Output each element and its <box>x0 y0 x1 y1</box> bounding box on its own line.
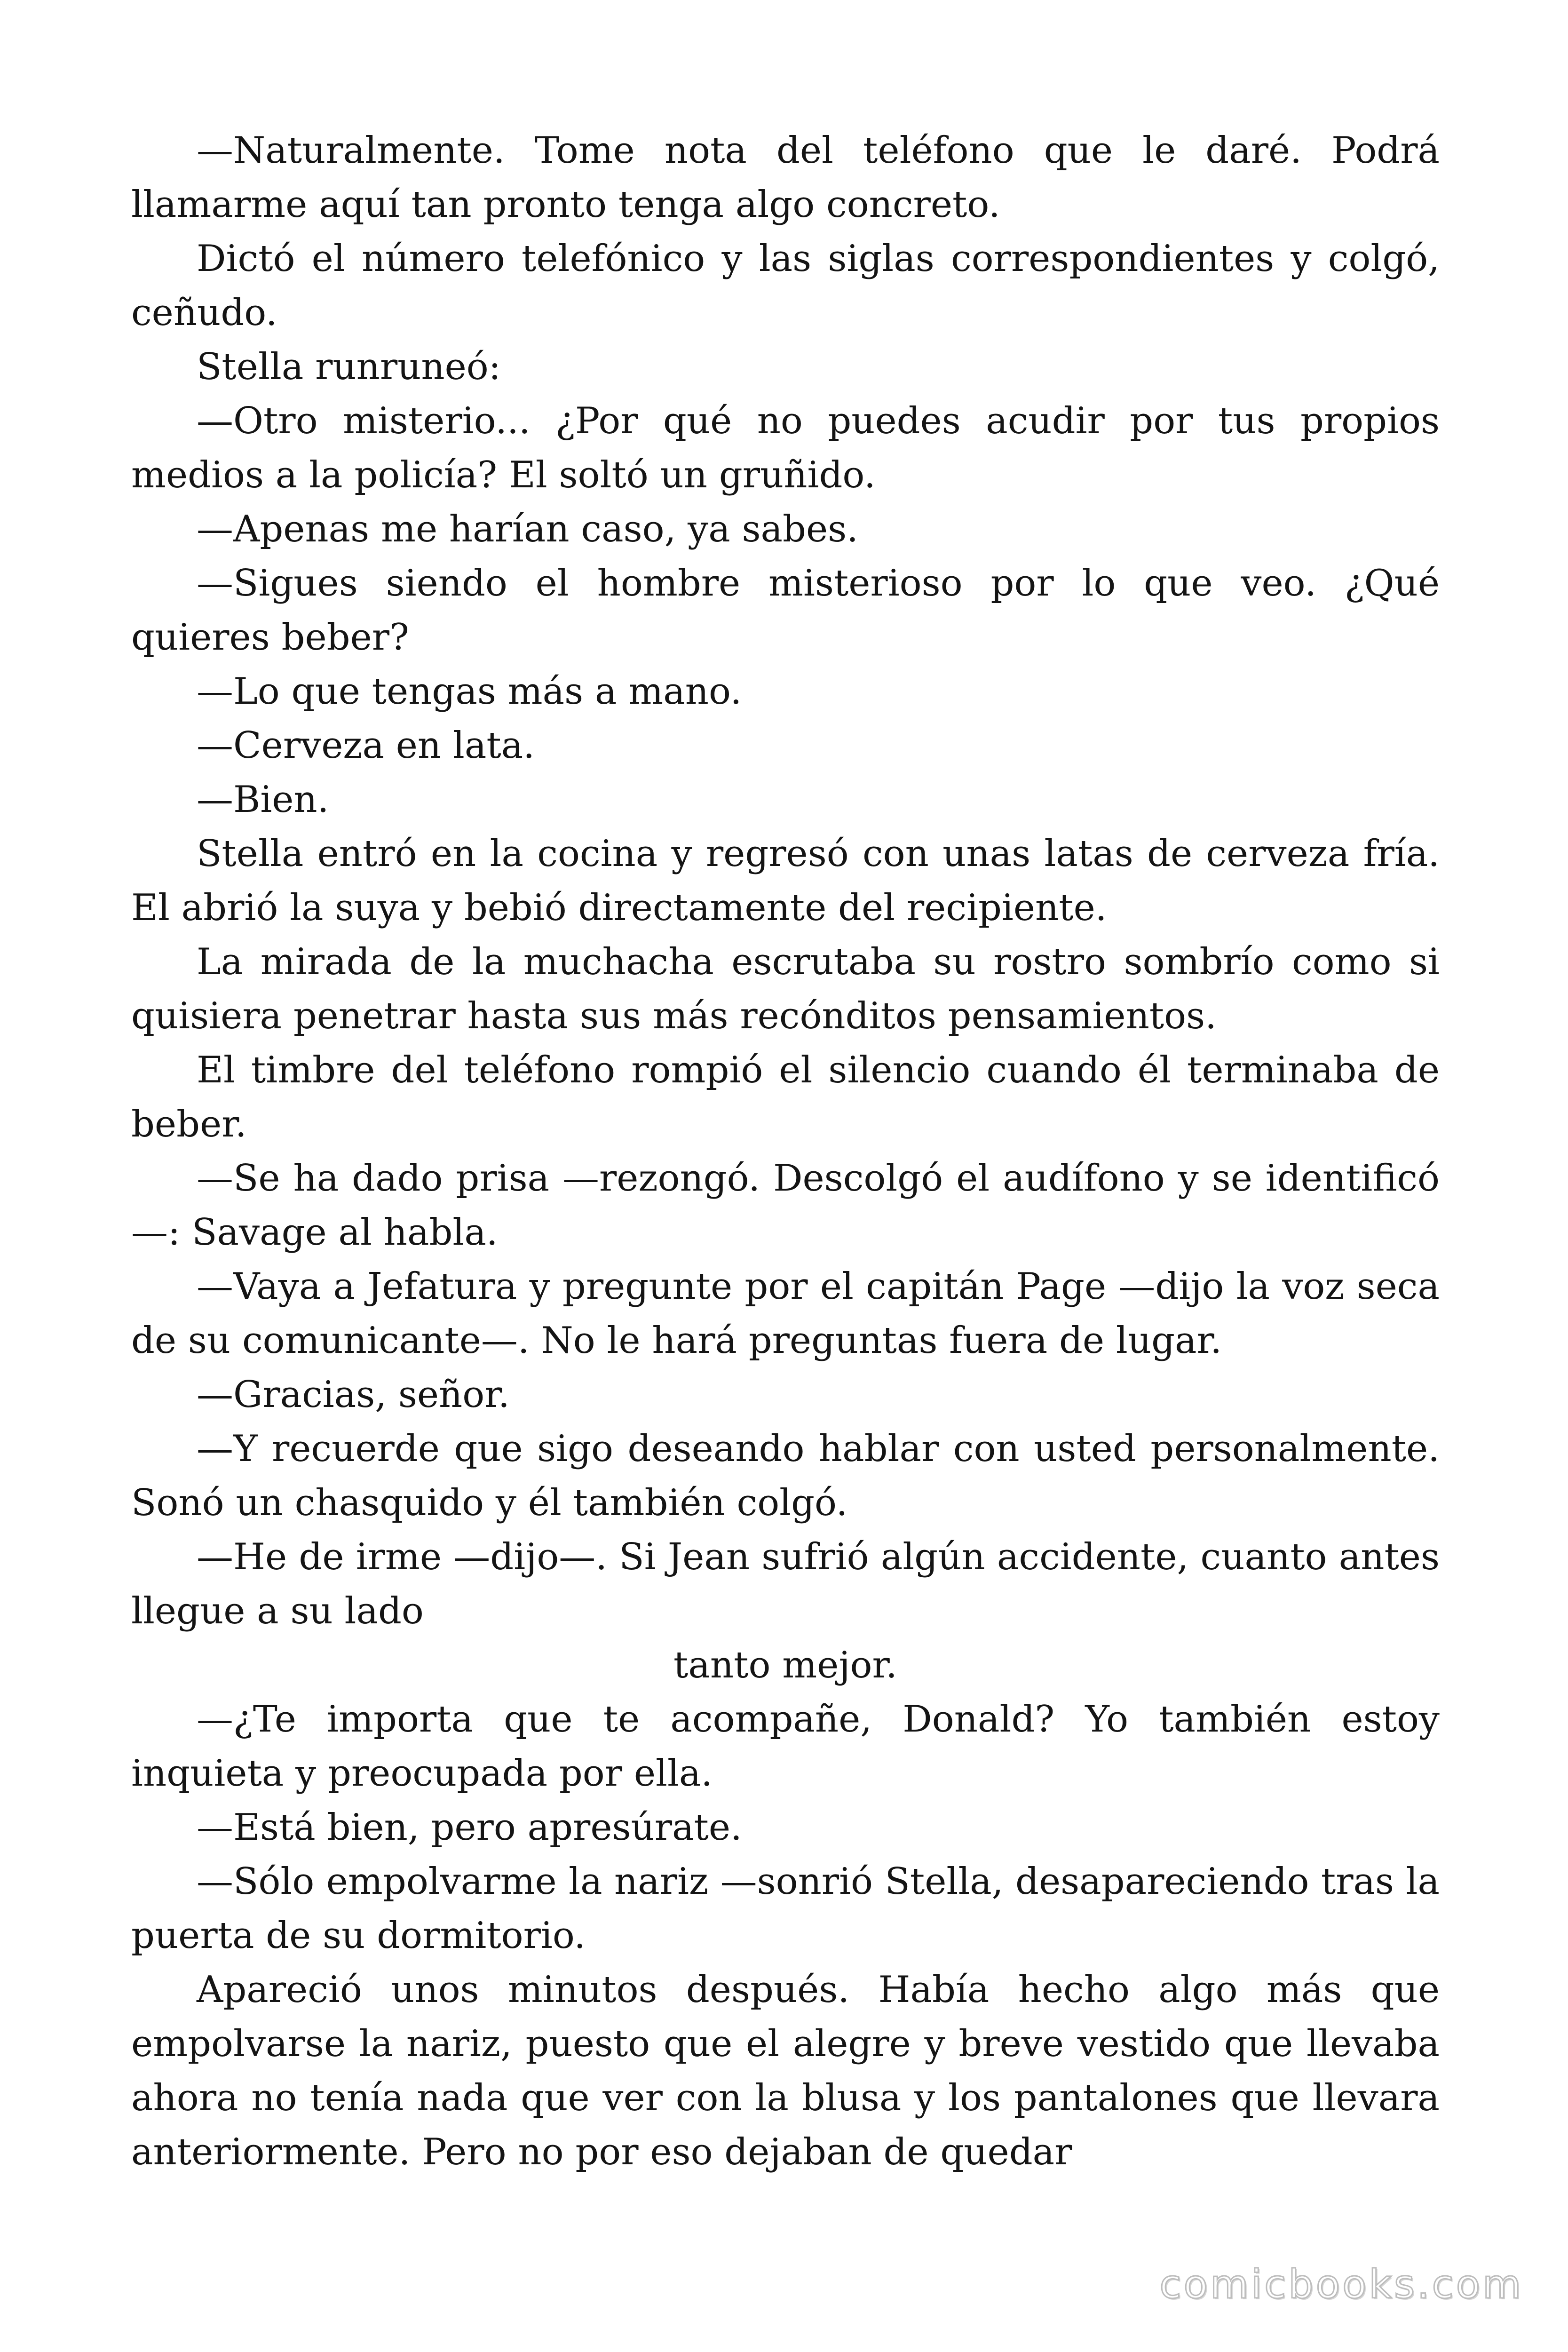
paragraph: Apareció unos minutos después. Había hecho algo más que empolvarse la nariz, puesto que el alegre y breve vestido que llevaba ahora no tenía nada que ver con la blusa y los pantalones que llevara anteriormente. Pero no por eso dejaban de quedar <box>131 1969 1440 2173</box>
paragraph: —Y recuerde que sigo deseando hablar con usted personalmente. Sonó un chasquido y él también colgó. <box>131 1428 1440 1524</box>
paragraph: —¿Te importa que te acompañe, Donald? Yo también estoy inquieta y preocupada por ella. <box>131 1698 1440 1795</box>
watermark: comicbooks.com <box>1159 2261 1523 2307</box>
paragraph: La mirada de la muchacha escrutaba su rostro sombrío como si quisiera penetrar hasta sus más recónditos pensamientos. <box>131 941 1440 1037</box>
paragraph: Dictó el número telefónico y las siglas correspondientes y colgó, ceñudo. <box>131 238 1440 334</box>
paragraph: —Gracias, señor. <box>197 1374 510 1416</box>
paragraph: —Cerveza en lata. <box>197 724 535 767</box>
paragraph: Stella entró en la cocina y regresó con unas latas de cerveza fría. El abrió la suya y bebió directamente del recipiente. <box>131 833 1440 929</box>
paragraph: —Se ha dado prisa —rezongó. Descolgó el audífono y se identificó—: Savage al habla. <box>131 1157 1440 1254</box>
paragraph: —Naturalmente. Tome nota del teléfono que le daré. Podrá llamarme aquí tan pronto tenga algo concreto. <box>131 129 1440 226</box>
paragraph: —He de irme —dijo—. Si Jean sufrió algún accidente, cuanto antes llegue a su lado <box>131 1536 1440 1632</box>
paragraph: —Sólo empolvarme la nariz —sonrió Stella, desapareciendo tras la puerta de su dormitorio. <box>131 1860 1440 1957</box>
paragraph-centered: tanto mejor. <box>673 1644 897 1686</box>
paragraph: —Apenas me harían caso, ya sabes. <box>197 508 858 550</box>
paragraph: Stella runruneó: <box>197 346 501 388</box>
paragraph: —Sigues siendo el hombre misterioso por lo que veo. ¿Qué quieres beber? <box>131 562 1440 659</box>
page-text <box>131 124 1440 2179</box>
paragraph: —Otro misterio... ¿Por qué no puedes acudir por tus propios medios a la policía? El soltó un gruñido. <box>131 400 1440 496</box>
paragraph: El timbre del teléfono rompió el silencio cuando él terminaba de beber. <box>131 1049 1440 1145</box>
paragraph: —Vaya a Jefatura y pregunte por el capitán Page —dijo la voz seca de su comunicante—. No le hará preguntas fuera de lugar. <box>131 1265 1440 1362</box>
paragraph: —Bien. <box>197 779 329 821</box>
paragraph: —Lo que tengas más a mano. <box>197 670 742 713</box>
paragraph: —Está bien, pero apresúrate. <box>197 1806 742 1849</box>
